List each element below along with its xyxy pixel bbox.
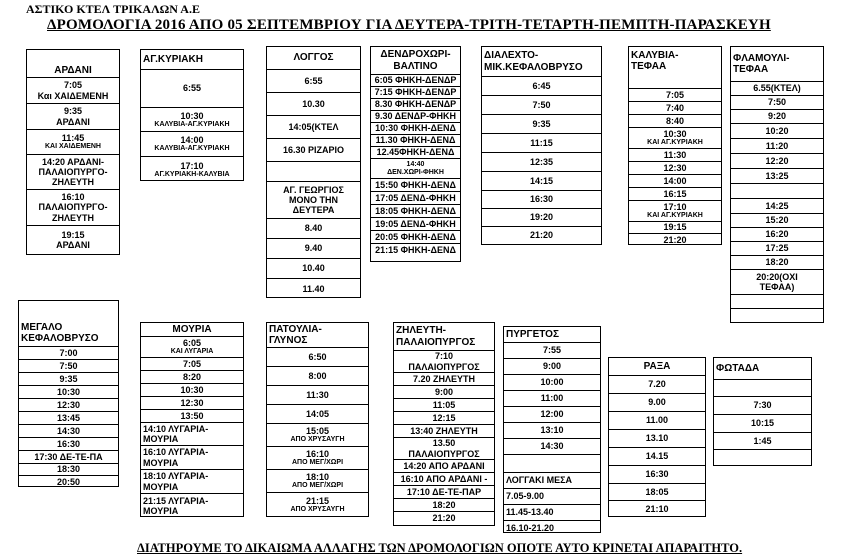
- mouria-table: [140, 322, 244, 517]
- schedule-row: 8.40: [267, 219, 360, 239]
- schedule-row: [267, 162, 360, 182]
- schedule-row: 7.20: [609, 376, 705, 394]
- schedule-row: 10.40: [267, 259, 360, 279]
- schedule-row: 7:15 ΦΗΚΗ-ΔΕΝΔΡ: [371, 87, 460, 99]
- dialexto-table: [481, 46, 602, 245]
- schedule-row: 14:40 ΔΕΝ.ΧΩΡΙ-ΦΗΚΗ: [371, 159, 460, 179]
- schedule-row: 7:05: [629, 89, 721, 102]
- ardani-table: [26, 49, 120, 255]
- schedule-row: 9:35: [482, 115, 601, 134]
- schedule-row: 13:10: [504, 423, 600, 439]
- schedule-row: 14:05: [267, 405, 368, 424]
- schedule-row: 12:35: [482, 153, 601, 172]
- schedule-row: 1:45: [714, 433, 811, 450]
- schedule-row: 10:00: [504, 375, 600, 391]
- schedule-row: 11:45 ΚΑΙ ΧΑΙΔΕΜΕΝΗ: [27, 130, 119, 155]
- schedule-row: 18:30: [19, 464, 118, 476]
- schedule-row: 7:00: [19, 347, 118, 360]
- dialexto-header: ΔΙΑΛΕΧΤΟ- ΜΙΚ.ΚΕΦΑΛΟΒΡΥΣΟ: [482, 47, 601, 77]
- schedule-row: 14:00 ΚΑΛΥΒΙΑ-ΑΓ.ΚΥΡΙΑΚΗ: [141, 132, 243, 157]
- schedule-row: 11:00: [504, 391, 600, 407]
- schedule-row: 7:10 ΠΑΛΑΙΟΠΥΡΓΟΣ: [394, 351, 494, 373]
- mouria-header: ΜΟΥΡΙΑ: [141, 323, 243, 337]
- schedule-row: 9:00: [394, 386, 494, 399]
- schedule-row: 7:05: [141, 358, 243, 371]
- schedule-row: [731, 295, 823, 309]
- schedule-row: 9:35: [19, 373, 118, 386]
- schedule-row: [731, 184, 823, 199]
- megalo-table: [18, 300, 119, 487]
- schedule-row: 6:55: [141, 70, 243, 108]
- schedule-row: 10:30 ΚΑΙ ΑΓ.ΚΥΡΙΑΚΗ: [629, 128, 721, 149]
- schedule-row: 8:20: [141, 371, 243, 384]
- schedule-row: 18:10 ΛΥΓΑΡΙΑ- ΜΟΥΡΙΑ: [141, 470, 243, 494]
- schedule-row: 9.30 ΔΕΝΔΡ-ΦΗΚΗ: [371, 111, 460, 123]
- schedule-row: 6:50: [267, 348, 368, 367]
- schedule-row: 18:10 ΑΠΟ ΜΕΓ/ΧΩΡΙ: [267, 470, 368, 493]
- company-name: ΑΣΤΙΚΟ ΚΤΕΛ ΤΡΙΚΑΛΩΝ Α.Ε: [26, 2, 200, 16]
- schedule-row: 12:30: [19, 399, 118, 412]
- schedule-row: 13:25: [731, 169, 823, 184]
- schedule-row: 12:30: [141, 397, 243, 410]
- pyrgetos-subheader: ΛΟΓΓΑΚΙ ΜΕΣΑ: [504, 473, 600, 489]
- schedule-row: 17:30 ΔΕ-ΤΕ-ΠΑ: [19, 451, 118, 464]
- schedule-row: 14:10 ΛΥΓΑΡΙΑ- ΜΟΥΡΙΑ: [141, 423, 243, 446]
- schedule-row: 10:30 ΦΗΚΗ-ΔΕΝΔ: [371, 123, 460, 135]
- schedule-row: 16:30: [19, 438, 118, 451]
- schedule-row: 10:30: [19, 386, 118, 399]
- schedule-row: 16:10 ΑΠΟ ΑΡΔΑΝΙ -: [394, 473, 494, 486]
- schedule-row: 11.00: [609, 412, 705, 430]
- schedule-row: 11:05: [394, 399, 494, 412]
- schedule-row: 7.05-9.00: [504, 489, 600, 505]
- loggos-header: ΛΟΓΓΟΣ: [267, 47, 360, 70]
- schedule-row: 6:05 ΚΑΙ ΛΥΓΑΡΙΑ: [141, 337, 243, 358]
- raxa-table: [608, 357, 706, 517]
- schedule-row: 10.30: [267, 93, 360, 116]
- schedule-row: 20:20(ΟΧΙ ΤΕΦΑΑ): [731, 270, 823, 295]
- schedule-row: 12:00: [504, 407, 600, 423]
- zileuti-header: ΖΗΛΕΥΤΗ- ΠΑΛΑΙΟΠΥΡΓΟΣ: [394, 323, 494, 351]
- schedule-row: 9:20: [731, 110, 823, 124]
- schedule-row: 12.45ΦΗΚΗ-ΔΕΝΔ: [371, 147, 460, 159]
- schedule-row: 10:15: [714, 415, 811, 433]
- schedule-row: 8.30 ΦΗΚΗ-ΔΕΝΔΡ: [371, 99, 460, 111]
- schedule-row: 17:05 ΔΕΝΔ-ΦΗΚΗ: [371, 192, 460, 205]
- schedule-row: 14:05(ΚΤΕΛ: [267, 116, 360, 139]
- schedule-row: 12:15: [394, 412, 494, 425]
- schedule-row: 6:45: [482, 77, 601, 96]
- loggos-table: [266, 46, 361, 298]
- schedule-row: 11.30 ΦΗΚΗ-ΔΕΝΔ: [371, 135, 460, 147]
- schedule-row: 11.40: [302, 283, 325, 294]
- schedule-row: 21:20: [432, 513, 456, 524]
- flamouli-table: [730, 46, 824, 323]
- schedule-row: 9:35 ΑΡΔΑΝΙ: [27, 104, 119, 130]
- raxa-header: ΡΑΞΑ: [609, 358, 705, 376]
- schedule-row: 21:15 ΑΠΟ ΧΡΥΣΑΥΓΗ: [290, 495, 345, 513]
- schedule-row: 21:20: [663, 234, 687, 245]
- schedule-row: 6:55: [267, 70, 360, 93]
- schedule-row: 11.45-13.40: [504, 505, 600, 521]
- schedule-row: 18:05 ΦΗΚΗ-ΔΕΝΔ: [371, 205, 460, 218]
- schedule-row: 13.10: [609, 430, 705, 448]
- ardani-header: ΑΡΔΑΝΙ: [27, 50, 119, 78]
- schedule-row: 7:55: [504, 343, 600, 359]
- schedule-row: 13:45: [19, 412, 118, 425]
- schedule-row: 8:40: [629, 115, 721, 128]
- schedule-row: 13:50: [141, 410, 243, 423]
- schedule-row: 17:10 ΔΕ-ΤΕ-ΠΑΡ: [394, 486, 494, 499]
- schedule-row: 21:20: [529, 230, 554, 241]
- schedule-row: 16:20: [731, 228, 823, 242]
- schedule-row: 16.10-21.20: [506, 523, 555, 533]
- fotada-header: ΦΩΤΑΔΑ: [714, 358, 811, 380]
- dendro-table: [370, 46, 461, 262]
- schedule-row: 21:15 ΦΗΚΗ-ΔΕΝΔ: [375, 244, 456, 255]
- schedule-row: 16:30: [609, 466, 705, 484]
- schedule-row: 14:20 ΑΠΟ ΑΡΔΑΝΙ: [394, 460, 494, 473]
- schedule-row: 15:20: [731, 214, 823, 228]
- schedule-row: 14:30: [504, 439, 600, 455]
- schedule-row: 10:30 ΚΑΛΥΒΙΑ-ΑΓ.ΚΥΡΙΑΚΗ: [141, 108, 243, 132]
- kalyvia-header: ΚΑΛΥΒΙΑ- ΤΕΦΑΑ: [629, 47, 721, 89]
- schedule-row: 16:10 ΛΥΓΑΡΙΑ- ΜΟΥΡΙΑ: [141, 446, 243, 470]
- schedule-row: 16:30: [482, 191, 601, 209]
- schedule-row: 19:05 ΔΕΝΔ-ΦΗΚΗ: [371, 218, 460, 231]
- schedule-row: 16:15: [629, 188, 721, 201]
- schedule-row: 14:30: [19, 425, 118, 438]
- schedule-row: [504, 455, 600, 473]
- zileuti-table: [393, 322, 495, 526]
- schedule-row: 18:20: [394, 499, 494, 512]
- schedule-row: 19:15 ΑΡΔΑΝΙ: [56, 229, 90, 250]
- schedule-row: 17:25: [731, 242, 823, 256]
- schedule-row: 14.15: [609, 448, 705, 466]
- schedule-row: 20:05 ΦΗΚΗ-ΔΕΝΔ: [371, 231, 460, 244]
- schedule-row: 7:50: [19, 360, 118, 373]
- schedule-row: 14:25: [731, 199, 823, 214]
- patoulia-header: ΠΑΤΟΥΛΙΑ- ΓΛΥΝΟΣ: [267, 323, 368, 348]
- agkyriaki-header: ΑΓ.ΚΥΡΙΑΚΗ: [141, 50, 243, 70]
- schedule-row: 15:05 ΑΠΟ ΧΡΥΣΑΥΓΗ: [267, 424, 368, 447]
- schedule-row: 21:10: [645, 504, 669, 515]
- schedule-row: 14:15: [482, 172, 601, 191]
- schedule-row: 21:15 ΛΥΓΑΡΙΑ- ΜΟΥΡΙΑ: [143, 495, 209, 516]
- agkyriaki-table: [140, 49, 244, 181]
- schedule-row: 9:00: [504, 359, 600, 375]
- schedule-row: 7:30: [714, 397, 811, 415]
- patoulia-table: [266, 322, 369, 517]
- schedule-row: 18:05: [609, 484, 705, 501]
- schedule-row: 11:20: [731, 139, 823, 154]
- schedule-row: 6:05 ΦΗΚΗ-ΔΕΝΔΡ: [371, 75, 460, 87]
- flamouli-header: ΦΛΑΜΟΥΛΙ- ΤΕΦΑΑ: [731, 47, 823, 82]
- schedule-row: 12:20: [731, 154, 823, 169]
- schedule-row: 16:10 ΠΑΛΑΙΟΠΥΡΓΟ- ΖΗΛΕΥΤΗ: [27, 190, 119, 226]
- schedule-row: 20:50: [56, 476, 81, 487]
- schedule-row: 16:10 ΑΠΟ ΜΕΓ/ΧΩΡΙ: [267, 447, 368, 470]
- schedule-row: 15:50 ΦΗΚΗ-ΔΕΝΔ: [371, 179, 460, 192]
- schedule-row: 7.20 ΖΗΛΕΥΤΗ: [394, 373, 494, 386]
- schedule-row: 7:50: [731, 96, 823, 110]
- loggos-subheader: ΑΓ. ΓΕΩΡΓΙΟΣ ΜΟΝΟ ΤΗΝ ΔΕΥΤΕΡΑ: [267, 182, 360, 219]
- schedule-row: 11:30: [629, 149, 721, 162]
- schedule-row: 14:00: [629, 175, 721, 188]
- schedule-row: 18:20: [731, 256, 823, 270]
- schedule-row: 13:40 ΖΗΛΕΥΤΗ: [394, 425, 494, 438]
- schedule-row: [731, 309, 823, 322]
- schedule-row: 17:10 ΚΑΙ ΑΓ.ΚΥΡΙΑΚΗ: [629, 201, 721, 222]
- schedule-row: 9.00: [609, 394, 705, 412]
- footer-note: ΔΙΑΤΗΡΟΥΜΕ ΤΟ ΔΙΚΑΙΩΜΑ ΑΛΛΑΓΗΣ ΤΩΝ ΔΡΟΜΟΛΟΓΙΩΝ ΟΠΟΤΕ ΑΥΤΟ ΚΡΙΝΕΤΑΙ ΑΠΑΡΑΙΤΗΤΟ.: [137, 541, 743, 555]
- schedule-row: 7:05 Και ΧΑΙΔΕΜΕΝΗ: [27, 78, 119, 104]
- pyrgetos-header: ΠΥΡΓΕΤΟΣ: [504, 327, 600, 343]
- schedule-row: 14:20 ΑΡΔΑΝΙ- ΠΑΛΑΙΟΠΥΡΓΟ- ΖΗΛΕΥΤΗ: [27, 155, 119, 190]
- schedule-row: 12:30: [629, 162, 721, 175]
- schedule-row: 16.30 ΡΙΖΑΡΙΟ: [267, 139, 360, 162]
- page-title: ΔΡΟΜΟΛΟΓΙΑ 2016 ΑΠΟ 05 ΣΕΠΤΕΜΒΡΙΟΥ ΓΙΑ ΔΕΥΤΕΡΑ-ΤΡΙΤΗ-ΤΕΤΑΡΤΗ-ΠΕΜΠΤΗ-ΠΑΡΑΣΚΕΥΗ: [47, 17, 771, 33]
- schedule-row: [714, 380, 811, 397]
- schedule-row: 7:40: [629, 102, 721, 115]
- schedule-row: 17:10 ΑΓ.ΚΥΡΙΑΚΗ-ΚΑΛΥΒΙΑ: [154, 160, 230, 178]
- dendro-header: ΔΕΝΔΡΟΧΩΡΙ- ΒΑΛΤΙΝΟ: [371, 47, 460, 75]
- schedule-row: 11:30: [267, 386, 368, 405]
- schedule-row: 9.40: [267, 239, 360, 259]
- schedule-row: 19:20: [482, 209, 601, 227]
- schedule-row: 19:15: [629, 222, 721, 234]
- fotada-table: [713, 357, 812, 466]
- schedule-row: 10:20: [731, 124, 823, 139]
- schedule-row: 13.50 ΠΑΛΑΙΟΠΥΡΓΟΣ: [394, 438, 494, 460]
- schedule-row: [714, 450, 811, 465]
- kalyvia-table: [628, 46, 722, 245]
- schedule-row: 6.55(ΚΤΕΛ): [731, 82, 823, 96]
- schedule-row: 8:00: [267, 367, 368, 386]
- schedule-row: 7:50: [482, 96, 601, 115]
- schedule-row: 11:15: [482, 134, 601, 153]
- megalo-header: ΜΕΓΑΛΟ ΚΕΦΑΛΟΒΡΥΣΟ: [19, 301, 118, 347]
- schedule-row: 10:30: [141, 384, 243, 397]
- pyrgetos-table: [503, 326, 601, 533]
